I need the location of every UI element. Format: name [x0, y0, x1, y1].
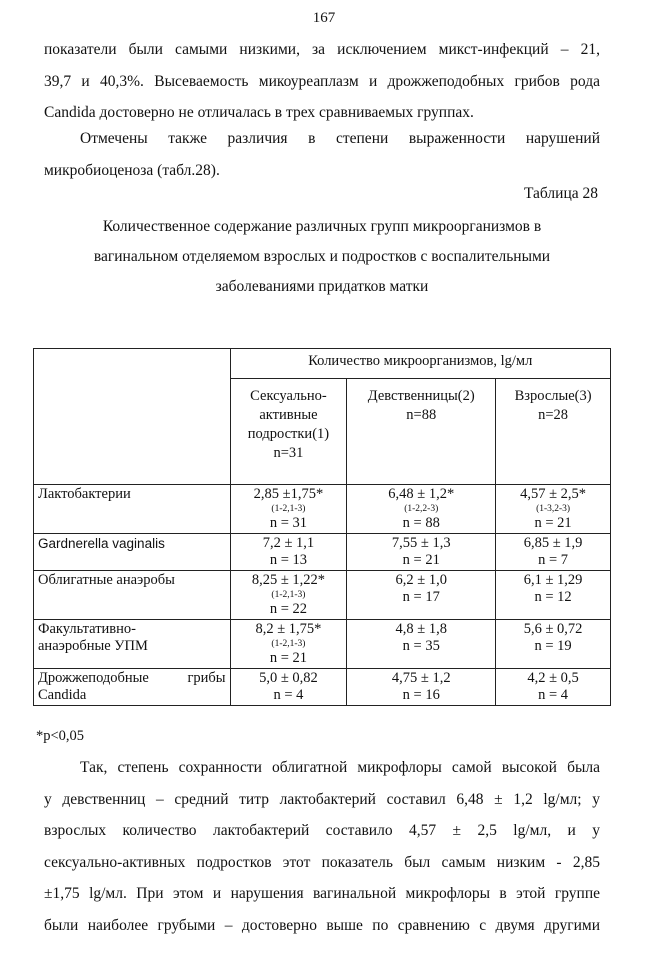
paragraph-3 — [44, 752, 600, 941]
cell-n: n = 22 — [269, 601, 308, 617]
data-cell — [347, 534, 496, 571]
paragraph-1 — [44, 34, 600, 129]
cell-significance: (1-2,1-3) — [271, 590, 306, 600]
cell-value: 6,1 ± 1,29 — [523, 572, 583, 588]
data-cell — [496, 485, 611, 534]
data-cell — [230, 485, 347, 534]
empty-header-cell — [34, 349, 231, 485]
cell-value: 4,57 ± 2,5* — [520, 486, 587, 502]
column-header-adults — [496, 379, 611, 485]
text-line: были наиболее грубыми – достоверно выше по сравнению с двумя другими — [44, 916, 600, 934]
cell-value: 7,2 ± 1,1 — [262, 535, 315, 551]
data-cell — [496, 534, 611, 571]
text-line: 39,7 и 40,3%. Высеваемость микоуреаплазм и дрожжеподобных грибов рода — [44, 72, 600, 90]
cell-value: 4,8 ± 1,8 — [395, 621, 447, 637]
caption-line: вагинальном отделяемом взрослых и подростков с воспалительными — [93, 248, 551, 265]
data-cell — [347, 485, 496, 534]
cell-n: n = 12 — [534, 589, 572, 605]
table-header-row — [34, 349, 611, 379]
caption-line: Количественное содержание различных групп микроорганизмов в — [102, 218, 542, 235]
text-line: Candida достоверно не отличалась в трех сравниваемых группах. — [44, 104, 474, 121]
text-line: микробиоценоза (табл.28). — [44, 161, 220, 179]
cell-value: 5,0 ± 0,82 — [259, 670, 318, 686]
table-caption — [44, 212, 600, 302]
cell-n: n = 88 — [402, 515, 440, 531]
header-n: n=31 — [273, 445, 304, 461]
data-cell — [496, 620, 611, 669]
table-row — [34, 534, 611, 571]
data-cell — [347, 620, 496, 669]
data-cell — [347, 571, 496, 620]
table-row — [34, 669, 611, 706]
row-label — [34, 571, 231, 620]
text-line: ±1,75 lg/мл. При этом и нарушения вагинальной микрофлоры в этой группе — [44, 885, 600, 902]
table-footnote: *p<0,05 — [36, 728, 85, 744]
label-text: Лактобактерии — [38, 486, 131, 502]
table-row — [34, 485, 611, 534]
data-cell — [230, 620, 347, 669]
text-line: показатели были самыми низкими, за исключением микст-инфекций – 21, — [44, 41, 600, 58]
table-row — [34, 620, 611, 669]
header-line: Девственницы(2) — [367, 388, 475, 404]
column-header-teens — [230, 379, 347, 485]
column-header-virgins — [347, 379, 496, 485]
text-line: Так, степень сохранности облигатной микрофлоры самой высокой была — [80, 759, 600, 776]
row-label — [34, 485, 231, 534]
cell-n: n = 21 — [534, 515, 572, 531]
group-header: Количество микроорганизмов, lg/мл — [230, 349, 610, 379]
cell-value: 2,85 ±1,75* — [253, 486, 324, 502]
cell-n: n = 35 — [402, 638, 440, 654]
cell-value: 8,2 ± 1,75* — [255, 621, 322, 637]
data-table — [33, 348, 611, 706]
cell-significance: (1-2,1-3) — [271, 639, 306, 649]
header-line: активные — [259, 407, 318, 423]
cell-n: n = 4 — [538, 687, 569, 703]
page-number: 167 — [312, 10, 336, 26]
cell-value: 5,6 ± 0,72 — [523, 621, 583, 637]
data-cell — [496, 571, 611, 620]
cell-n: n = 4 — [273, 687, 304, 703]
cell-n: n = 31 — [269, 515, 308, 531]
cell-significance: (1-3,2-3) — [536, 504, 571, 514]
label-text: Облигатные анаэробы — [38, 572, 175, 588]
label-text: Дрожжеподобные грибы — [38, 670, 226, 686]
data-cell — [347, 669, 496, 706]
cell-n: n = 13 — [269, 552, 308, 568]
label-text: анаэробные УПМ — [38, 638, 148, 654]
row-label — [34, 669, 231, 706]
row-label — [34, 534, 231, 571]
cell-value: 7,55 ± 1,3 — [391, 535, 451, 551]
cell-n: n = 21 — [402, 552, 440, 568]
table-label: Таблица 28 — [523, 185, 598, 202]
cell-n: n = 17 — [402, 589, 440, 605]
cell-significance: (1-2,2-3) — [404, 504, 439, 514]
cell-n: n = 21 — [269, 650, 308, 666]
row-label — [34, 620, 231, 669]
label-text: Candida — [38, 687, 87, 703]
cell-value: 4,75 ± 1,2 — [391, 670, 451, 686]
text-line: Отмечены также различия в степени выраженности нарушений — [80, 130, 600, 147]
text-line: сексуально-активных подростков этот показатель был самым низким - 2,85 — [44, 853, 600, 871]
data-cell — [496, 669, 611, 706]
cell-value: 8,25 ± 1,22* — [251, 572, 326, 588]
data-cell — [230, 571, 347, 620]
cell-value: 6,2 ± 1,0 — [395, 572, 447, 588]
cell-n: n = 19 — [534, 638, 572, 654]
header-line: Сексуально- — [250, 388, 327, 404]
cell-value: 4,2 ± 0,5 — [527, 670, 579, 686]
data-cell — [230, 669, 347, 706]
cell-value: 6,48 ± 1,2* — [388, 486, 455, 502]
label-text: Gardnerella vaginalis — [38, 536, 165, 551]
cell-significance: (1-2,1-3) — [271, 504, 306, 514]
header-n: n=88 — [406, 407, 437, 423]
text-line: у девственниц – средний титр лактобактерий составил 6,48 ± 1,2 lg/мл; у — [44, 790, 600, 808]
label-text: Факультативно- — [38, 621, 136, 637]
table-row — [34, 571, 611, 620]
paragraph-2 — [44, 123, 600, 186]
data-cell — [230, 534, 347, 571]
cell-value: 6,85 ± 1,9 — [523, 535, 583, 551]
header-line: Взрослые(3) — [514, 388, 592, 404]
cell-n: n = 16 — [402, 687, 440, 703]
header-line: подростки(1) — [247, 426, 330, 442]
cell-n: n = 7 — [538, 552, 569, 568]
caption-line: заболеваниями придатков матки — [215, 278, 429, 295]
text-line: взрослых количество лактобактерий составило 4,57 ± 2,5 lg/мл, и у — [44, 822, 600, 839]
header-n: n=28 — [538, 407, 569, 423]
